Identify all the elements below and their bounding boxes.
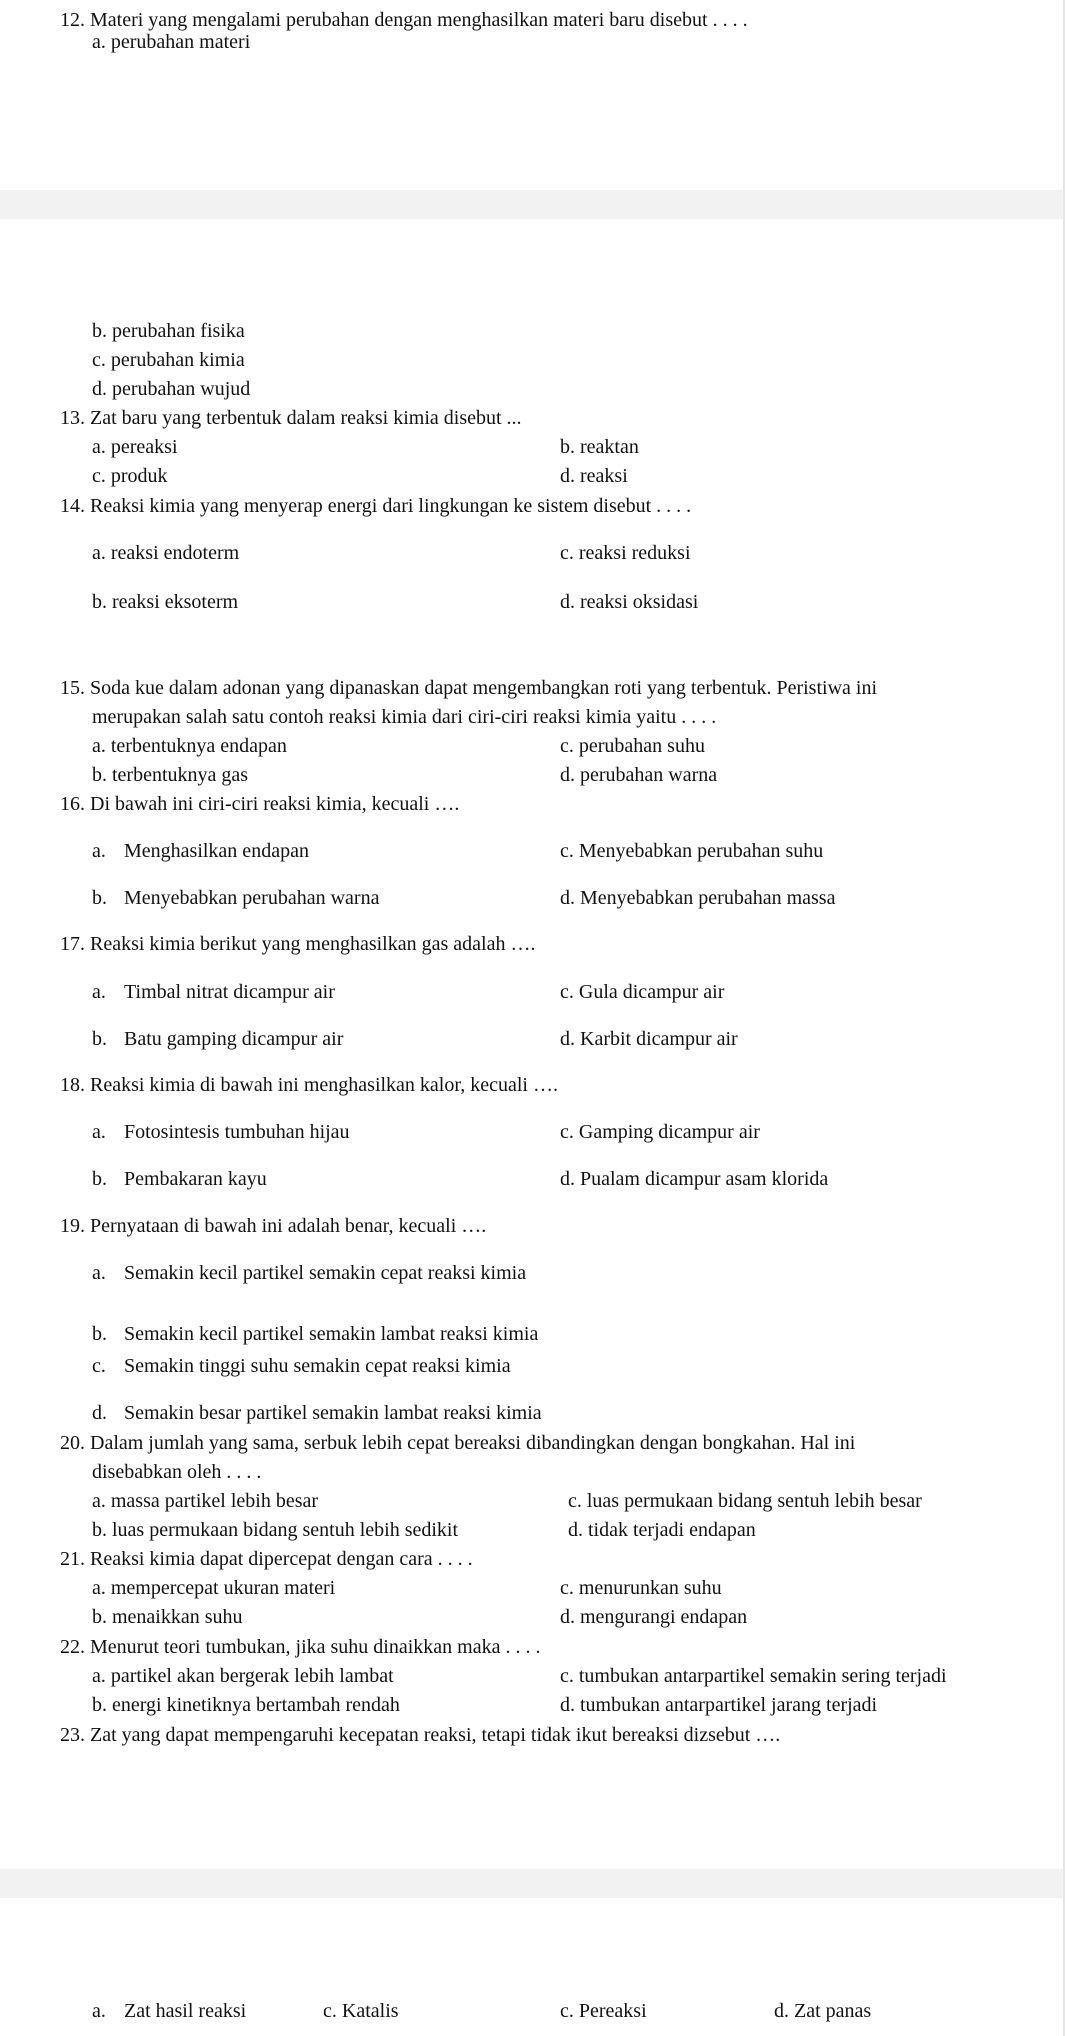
question-17-option-d: d. Karbit dicampur air <box>560 1028 738 1050</box>
question-20-option-b: b. luas permukaan bidang sentuh lebih sedikit <box>92 1519 459 1541</box>
question-13-stem: 13. Zat baru yang terbentuk dalam reaksi kimia disebut ... <box>60 407 522 429</box>
question-20-option-c: c. luas permukaan bidang sentuh lebih besar <box>568 1490 922 1512</box>
option-text: Pembakaran kayu <box>124 1168 267 1190</box>
question-16-stem: 16. Di bawah ini ciri-ciri reaksi kimia, kecuali …. <box>60 793 460 815</box>
question-19-option-c <box>92 1354 511 1378</box>
question-14-option-b: b. reaksi eksoterm <box>92 591 239 613</box>
question-13-option-d: d. reaksi <box>560 465 628 487</box>
question-17-option-c: c. Gula dicampur air <box>560 981 725 1003</box>
question-13-option-a: a. pereaksi <box>92 436 178 458</box>
question-15-option-a: a. terbentuknya endapan <box>92 735 287 757</box>
question-23-option-b: c. Katalis <box>323 2000 399 2022</box>
question-19-option-d <box>92 1401 542 1425</box>
option-label: b. <box>92 1168 107 1190</box>
question-17-option-b <box>92 1027 343 1051</box>
question-19-stem: 19. Pernyataan di bawah ini adalah benar, kecuali …. <box>60 1215 487 1237</box>
question-12-option-b: b. perubahan fisika <box>92 320 245 342</box>
question-21-option-d: d. mengurangi endapan <box>560 1606 748 1628</box>
question-15-stem-continued: merupakan salah satu contoh reaksi kimia dari ciri-ciri reaksi kimia yaitu . . . . <box>92 706 717 728</box>
page-break <box>0 1869 1063 1898</box>
option-text: Menyebabkan perubahan warna <box>124 887 380 909</box>
option-text: Timbal nitrat dicampur air <box>124 981 335 1003</box>
question-14-stem: 14. Reaksi kimia yang menyerap energi dari lingkungan ke sistem disebut . . . . <box>60 495 692 517</box>
option-label: a. <box>92 981 106 1003</box>
option-text: Batu gamping dicampur air <box>124 1028 344 1050</box>
option-text: Semakin besar partikel semakin lambat reaksi kimia <box>124 1402 542 1424</box>
question-12-option-d: d. perubahan wujud <box>92 378 251 400</box>
option-text: Semakin kecil partikel semakin lambat reaksi kimia <box>124 1323 539 1345</box>
question-21-option-b: b. menaikkan suhu <box>92 1606 243 1628</box>
question-18-stem: 18. Reaksi kimia di bawah ini menghasilkan kalor, kecuali …. <box>60 1074 558 1096</box>
question-15-option-c: c. perubahan suhu <box>560 735 705 757</box>
option-label: b. <box>92 1323 107 1345</box>
question-22-option-b: b. energi kinetiknya bertambah rendah <box>92 1694 400 1716</box>
question-16-option-a <box>92 839 309 863</box>
question-16-option-b <box>92 886 379 910</box>
option-label: a. <box>92 1262 106 1284</box>
question-12-option-a: a. perubahan materi <box>92 31 251 53</box>
question-20-option-a: a. massa partikel lebih besar <box>92 1490 319 1512</box>
question-14-option-c: c. reaksi reduksi <box>560 542 691 564</box>
question-22-option-d: d. tumbukan antarpartikel jarang terjadi <box>560 1694 878 1716</box>
question-21-option-c: c. menurunkan suhu <box>560 1577 722 1599</box>
option-label: a. <box>92 1121 106 1143</box>
option-text: Zat hasil reaksi <box>124 2000 247 2022</box>
option-text: Fotosintesis tumbuhan hijau <box>124 1121 350 1143</box>
question-23-option-a <box>92 1999 246 2023</box>
option-label: d. <box>92 1402 107 1424</box>
question-15-option-b: b. terbentuknya gas <box>92 764 249 786</box>
question-17-option-a <box>92 980 335 1004</box>
question-21-stem: 21. Reaksi kimia dapat dipercepat dengan cara . . . . <box>60 1548 473 1570</box>
question-18-option-a <box>92 1120 350 1144</box>
question-16-option-c: c. Menyebabkan perubahan suhu <box>560 840 824 862</box>
option-label: b. <box>92 887 107 909</box>
question-20-stem-continued: disebabkan oleh . . . . <box>92 1461 262 1483</box>
question-12-option-c: c. perubahan kimia <box>92 349 245 371</box>
question-23-stem: 23. Zat yang dapat mempengaruhi kecepatan reaksi, tetapi tidak ikut bereaksi dizsebut …. <box>60 1724 781 1746</box>
option-label: a. <box>92 840 106 862</box>
question-17-stem: 17. Reaksi kimia berikut yang menghasilkan gas adalah …. <box>60 933 536 955</box>
option-label: c. <box>92 1355 106 1377</box>
question-16-option-d: d. Menyebabkan perubahan massa <box>560 887 836 909</box>
question-19-option-a <box>92 1261 526 1285</box>
option-text: Menghasilkan endapan <box>124 840 309 862</box>
page-break <box>0 190 1063 219</box>
question-18-option-b <box>92 1167 267 1191</box>
option-label: b. <box>92 1028 107 1050</box>
question-22-option-c: c. tumbukan antarpartikel semakin sering terjadi <box>560 1665 947 1687</box>
question-20-stem: 20. Dalam jumlah yang sama, serbuk lebih cepat bereaksi dibandingkan dengan bongkahan. Hal ini <box>60 1432 856 1454</box>
question-19-option-b <box>92 1322 538 1346</box>
option-text: Semakin tinggi suhu semakin cepat reaksi kimia <box>124 1355 511 1377</box>
option-label: a. <box>92 2000 106 2022</box>
question-23-option-d: d. Zat panas <box>774 2000 872 2022</box>
question-12-stem: 12. Materi yang mengalami perubahan dengan menghasilkan materi baru disebut . . . . <box>60 9 748 31</box>
question-14-option-a: a. reaksi endoterm <box>92 542 240 564</box>
question-21-option-a: a. mempercepat ukuran materi <box>92 1577 336 1599</box>
question-18-option-c: c. Gamping dicampur air <box>560 1121 760 1143</box>
question-23-option-c: c. Pereaksi <box>560 2000 647 2022</box>
question-15-stem: 15. Soda kue dalam adonan yang dipanaskan dapat mengembangkan roti yang terbentuk. Peristiwa ini <box>60 677 878 699</box>
question-22-option-a: a. partikel akan bergerak lebih lambat <box>92 1665 394 1687</box>
question-20-option-d: d. tidak terjadi endapan <box>568 1519 756 1541</box>
question-14-option-d: d. reaksi oksidasi <box>560 591 699 613</box>
question-13-option-b: b. reaktan <box>560 436 639 458</box>
question-13-option-c: c. produk <box>92 465 168 487</box>
question-22-stem: 22. Menurut teori tumbukan, jika suhu dinaikkan maka . . . . <box>60 1636 541 1658</box>
question-15-option-d: d. perubahan warna <box>560 764 718 786</box>
option-text: Semakin kecil partikel semakin cepat reaksi kimia <box>124 1262 527 1284</box>
question-18-option-d: d. Pualam dicampur asam klorida <box>560 1168 829 1190</box>
